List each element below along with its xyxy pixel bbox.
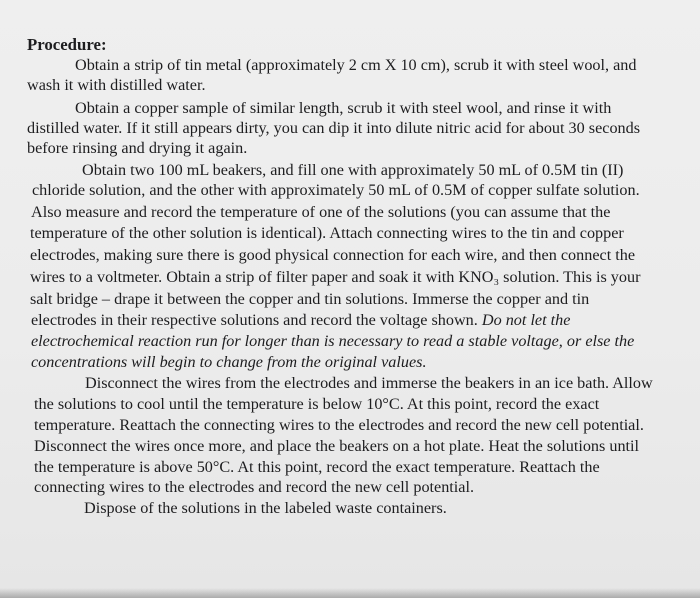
paragraph-3-line-2: chloride solution, and the other with approximately 50 mL of 0.5M of copper sulfate solution. xyxy=(32,181,640,199)
paragraph-4-line-5: the temperature is above 50°C. At this point, record the exact temperature. Reattach the xyxy=(34,458,600,476)
paragraph-3-line-1: Obtain two 100 mL beakers, and fill one with approximately 50 mL of 0.5M tin (II) xyxy=(82,161,624,179)
paragraph-1-line-2: wash it with distilled water. xyxy=(27,76,206,94)
paragraph-4-line-2: the solutions to cool until the temperature is below 10°C. At this point, record the exact xyxy=(34,395,600,413)
paragraph-4-line-6: connecting wires to the electrodes and record the new cell potential. xyxy=(34,478,475,496)
paragraph-4-line-4: Disconnect the wires once more, and place the beakers on a hot plate. Heat the solutions until xyxy=(34,437,640,455)
paragraph-1-line-1: Obtain a strip of tin metal (approximately 2 cm X 10 cm), scrub it with steel wool, and xyxy=(75,56,637,74)
paragraph-3-line-3: Also measure and record the temperature of one of the solutions (you can assume that the xyxy=(31,203,611,221)
paragraph-3-line-10 xyxy=(31,353,427,371)
paragraph-2-line-2: distilled water. If it still appears dirty, you can dip it into dilute nitric acid for about 30 seconds xyxy=(27,119,641,137)
paragraph-5-line-1: Dispose of the solutions in the labeled waste containers. xyxy=(84,499,447,517)
procedure-heading: Procedure: xyxy=(27,35,107,54)
paragraph-3-line-8-text: electrodes in their respective solutions and record the voltage shown. xyxy=(31,311,478,329)
paragraph-3-line-5: electrodes, making sure there is good physical connection for each wire, and then connect the xyxy=(30,246,636,264)
warning-emphasis-end: concentrations will begin to change from the original values. xyxy=(31,353,427,371)
paragraph-3-line-6: wires to a voltmeter. Obtain a strip of filter paper and soak it with KNO₃ solution. This is your xyxy=(30,268,641,286)
paragraph-4-line-3: temperature. Reattach the connecting wires to the electrodes and record the new cell potential. xyxy=(34,416,644,434)
paragraph-3-line-8 xyxy=(31,311,570,329)
paragraph-4-line-1: Disconnect the wires from the electrodes and immerse the beakers in an ice bath. Allow xyxy=(85,374,653,392)
paragraph-2-line-3: before rinsing and drying it again. xyxy=(27,139,248,157)
paragraph-3-line-9 xyxy=(31,332,634,350)
paragraph-3-line-4: temperature of the other solution is identical). Attach connecting wires to the tin and copper xyxy=(30,224,624,242)
paragraph-2-line-1: Obtain a copper sample of similar length, scrub it with steel wool, and rinse it with xyxy=(75,99,612,117)
warning-emphasis: Do not let the xyxy=(481,311,571,329)
page-shadow-edge xyxy=(0,588,700,598)
paragraph-3-line-7: salt bridge – drape it between the copper and tin solutions. Immerse the copper and tin xyxy=(30,290,590,308)
warning-emphasis-continued: electrochemical reaction run for longer than is necessary to read a stable voltage, or else the xyxy=(31,332,635,350)
